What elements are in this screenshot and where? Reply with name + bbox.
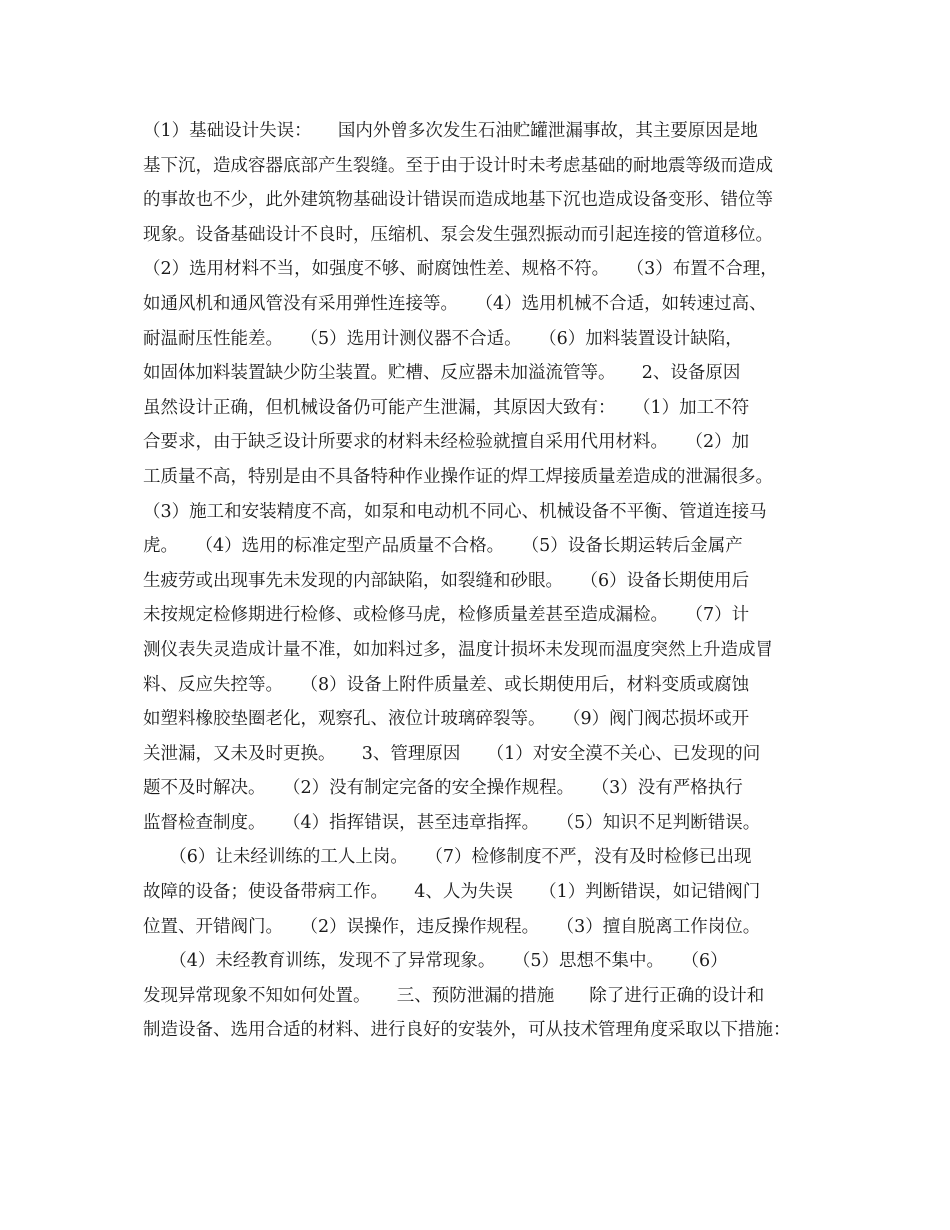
text-line: （1）基础设计失误： 国内外曾多次发生石油贮罐泄漏事故，其主要原因是地 [143, 121, 758, 141]
text-line: 虎。 （4）选用的标准定型产品质量不合格。 （5）设备长期运转后金属产 [143, 536, 743, 557]
text-line: 如通风机和通风管没有采用弹性连接等。 （4）选用机械不合适，如转速过高、 [143, 293, 767, 314]
text-line: 现象。设备基础设计不良时，压缩机、泵会发生强烈振动而引起连接的管道移位。 [143, 224, 773, 245]
text-line: 故障的设备；使设备带病工作。 4、人为失误 （1）判断错误，如记错阀门 [143, 882, 761, 903]
text-line: 如塑料橡胶垫圈老化，观察孔、液位计玻璃碎裂等。 （9）阀门阀芯损坏或开 [143, 709, 750, 730]
text-line: 关泄漏，又未及时更换。 3、管理原因 （1）对安全漠不关心、已发现的问 [143, 743, 761, 764]
text-line: 如固体加料装置缺少防尘装置。贮槽、反应器未加溢流管等。 2、设备原因 [143, 363, 741, 384]
text-line: （2）选用材料不当，如强度不够、耐腐蚀性差、规格不符。 （3）布置不合理， [143, 259, 778, 280]
text-line: 料、反应失控等。 （8）设备上附件质量差、或长期使用后，材料变质或腐蚀 [143, 674, 750, 695]
text-line: 位置、开错阀门。 （2）误操作，违反操作规程。 （3）擅自脱离工作岗位。 [143, 916, 761, 937]
text-line: 题不及时解决。 （2）没有制定完备的安全操作规程。 （3）没有严格执行 [143, 778, 743, 799]
text-line: 测仪表失灵造成计量不准，如加料过多，温度计损坏未发现而温度突然上升造成冒 [143, 639, 773, 660]
text-line: （3）施工和安装精度不高，如泵和电动机不同心、机械设备不平衡、管道连接马 [143, 501, 767, 522]
body-text [143, 114, 828, 1048]
text-line: 工质量不高，特别是由不具备特种作业操作证的焊工焊接质量差造成的泄漏很多。 [143, 466, 773, 487]
text-line: 制造设备、选用合适的材料、进行良好的安装外，可从技术管理角度采取以下措施： [143, 1020, 791, 1041]
text-line: 监督检查制度。 （4）指挥错误，甚至违章指挥。 （5）知识不足判断错误。 [143, 812, 761, 833]
text-line: 未按规定检修期进行检修、或检修马虎，检修质量差甚至造成漏检。 （7）计 [143, 605, 750, 626]
text-line: 生疲劳或出现事先未发现的内部缺陷，如裂缝和砂眼。 （6）设备长期使用后 [143, 570, 750, 591]
text-line: 的事故也不少，此外建筑物基础设计错误而造成地基下沉也造成设备变形、错位等 [143, 190, 773, 211]
text-line: 虽然设计正确，但机械设备仍可能产生泄漏，其原因大致有： （1）加工不符 [143, 397, 750, 418]
text-line: （6）让未经训练的工人上岗。 （7）检修制度不严，没有及时检修已出现 [143, 847, 752, 868]
text-line: 发现异常现象不知如何处置。 三、预防泄漏的措施 除了进行正确的设计和 [143, 985, 765, 1006]
text-line: （4）未经教育训练，发现不了异常现象。 （5）思想不集中。 （6） [143, 951, 728, 972]
text-line: 基下沉，造成容器底部产生裂缝。至于由于设计时未考虑基础的耐地震等级而造成 [143, 155, 773, 176]
text-line: 耐温耐压性能差。 （5）选用计测仪器不合适。 （6）加料装置设计缺陷， [143, 328, 743, 349]
text-line: 合要求，由于缺乏设计所要求的材料未经检验就擅自采用代用材料。 （2）加 [143, 432, 750, 453]
